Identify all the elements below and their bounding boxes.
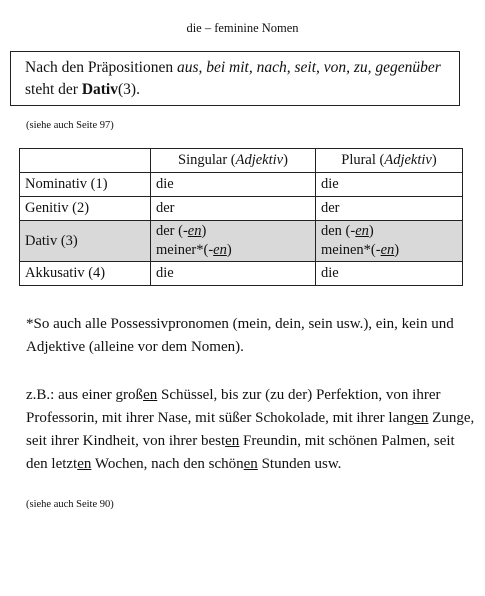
header-blank-cell — [20, 149, 151, 173]
table-header-row — [20, 149, 463, 173]
table-row — [20, 262, 463, 286]
page-reference-bottom: (siehe auch Seite 90) — [26, 499, 114, 510]
examples-paragraph: z.B.: aus einer großen Schüssel, bis zur (zu der) Perfektion, von ihrer Professorin, mit ihrer Nase, mit süßer Schokolade, mit ihrer langen Zunge, seit ihrer Kindheit, von ihrer besten Freundin, mit schönen Palmen, seit den letzten Wochen, nach den schönen Stunden usw. — [26, 387, 475, 472]
page-reference-top: (siehe auch Seite 97) — [26, 120, 114, 131]
page-title: die – feminine Nomen — [186, 21, 299, 35]
rule-text: Nach den Präpositionen — [25, 59, 177, 76]
singular-cell: der (-en) meiner*(-en) — [151, 221, 316, 262]
plural-cell: der — [316, 197, 463, 221]
rule-case: Dativ — [81, 81, 118, 98]
plural-cell: die — [316, 262, 463, 286]
header-singular: Singular (Adjektiv) — [151, 149, 316, 173]
header-plural: Plural (Adjektiv) — [316, 149, 463, 173]
footnote: *So auch alle Possessivpronomen (mein, dein, sein usw.), ein, kein und Adjektive (alleine vor dem Nomen). — [26, 316, 454, 355]
case-cell: Dativ (3) — [20, 221, 151, 262]
case-cell: Genitiv (2) — [20, 197, 151, 221]
singular-cell: der — [151, 197, 316, 221]
prepositions-list: aus, bei mit, nach, seit, von, zu, gegenüber — [176, 59, 441, 76]
table-row-dativ — [20, 221, 463, 262]
rule-box — [10, 51, 460, 106]
singular-cell: die — [151, 262, 316, 286]
table-row — [20, 173, 463, 197]
plural-cell: die — [316, 173, 463, 197]
case-cell: Akkusativ (4) — [20, 262, 151, 286]
declension-table — [19, 148, 463, 286]
case-cell: Nominativ (1) — [20, 173, 151, 197]
table-row — [20, 197, 463, 221]
singular-cell: die — [151, 173, 316, 197]
rule-text-2: steht der — [25, 81, 82, 98]
plural-cell: den (-en) meinen*(-en) — [316, 221, 463, 262]
rule-case-number: (3). — [118, 81, 140, 98]
